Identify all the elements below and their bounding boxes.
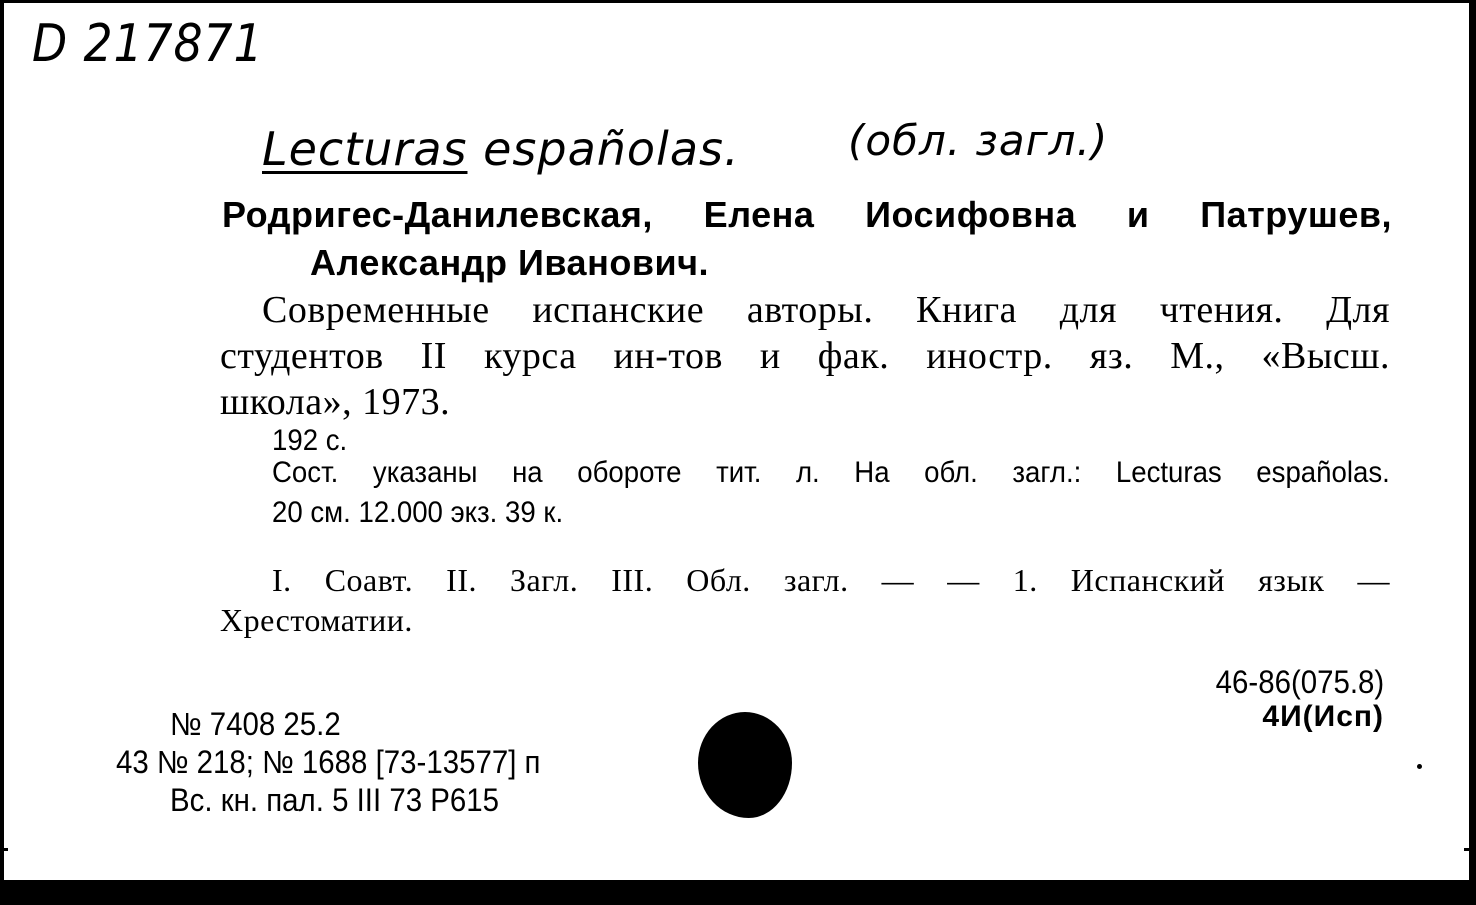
speck [1294, 886, 1299, 891]
accession-line-3: Вс. кн. пал. 5 III 73 Р615 [170, 782, 500, 818]
card-bottom-strip [8, 848, 1464, 880]
punch-hole [698, 712, 792, 818]
title-line-2: студентов II курса ин-тов и фак. иностр. яз. М., «Высш. [220, 335, 1390, 377]
handwritten-title-rest: españolas. [467, 122, 740, 176]
author-line-2: Александр Иванович. [310, 242, 709, 283]
title-line-1: Современные испанские авторы. Книга для чтения. Для [262, 289, 1390, 331]
class-number: 46-86(075.8) [1215, 664, 1384, 700]
tracing-line-1: I. Соавт. II. Загл. III. Обл. загл. — — 1. Испанский язык — [272, 562, 1390, 598]
speck [1417, 764, 1422, 769]
tracing-line-2: Хрестоматии. [220, 602, 413, 638]
size-line: 20 см. 12.000 экз. 39 к. [272, 496, 564, 529]
title-line-3: школа», 1973. [220, 381, 451, 423]
accession-line-1: № 7408 25.2 [170, 706, 341, 742]
handwritten-title-underlined: Lecturas [262, 122, 468, 176]
shelf-mark: D 217871 [32, 14, 264, 74]
card-edge-right [1469, 0, 1476, 905]
card-edge-left [0, 0, 4, 905]
class-code: 4И(Исп) [1262, 700, 1384, 733]
handwritten-title [262, 122, 740, 176]
accession-line-2: 43 № 218; № 1688 [73-13577] п [116, 744, 541, 780]
note-line: Сост. указаны на обороте тит. л. На обл. загл.: Lecturas españolas. [272, 456, 1390, 489]
handwritten-note: (обл. загл.) [848, 116, 1109, 165]
card-edge-top [0, 0, 1476, 3]
author-line-1: Родригес-Данилевская, Елена Иосифовна и Патрушев, [222, 194, 1392, 235]
card-edge-bottom [0, 880, 1476, 905]
pages: 192 с. [272, 424, 348, 457]
